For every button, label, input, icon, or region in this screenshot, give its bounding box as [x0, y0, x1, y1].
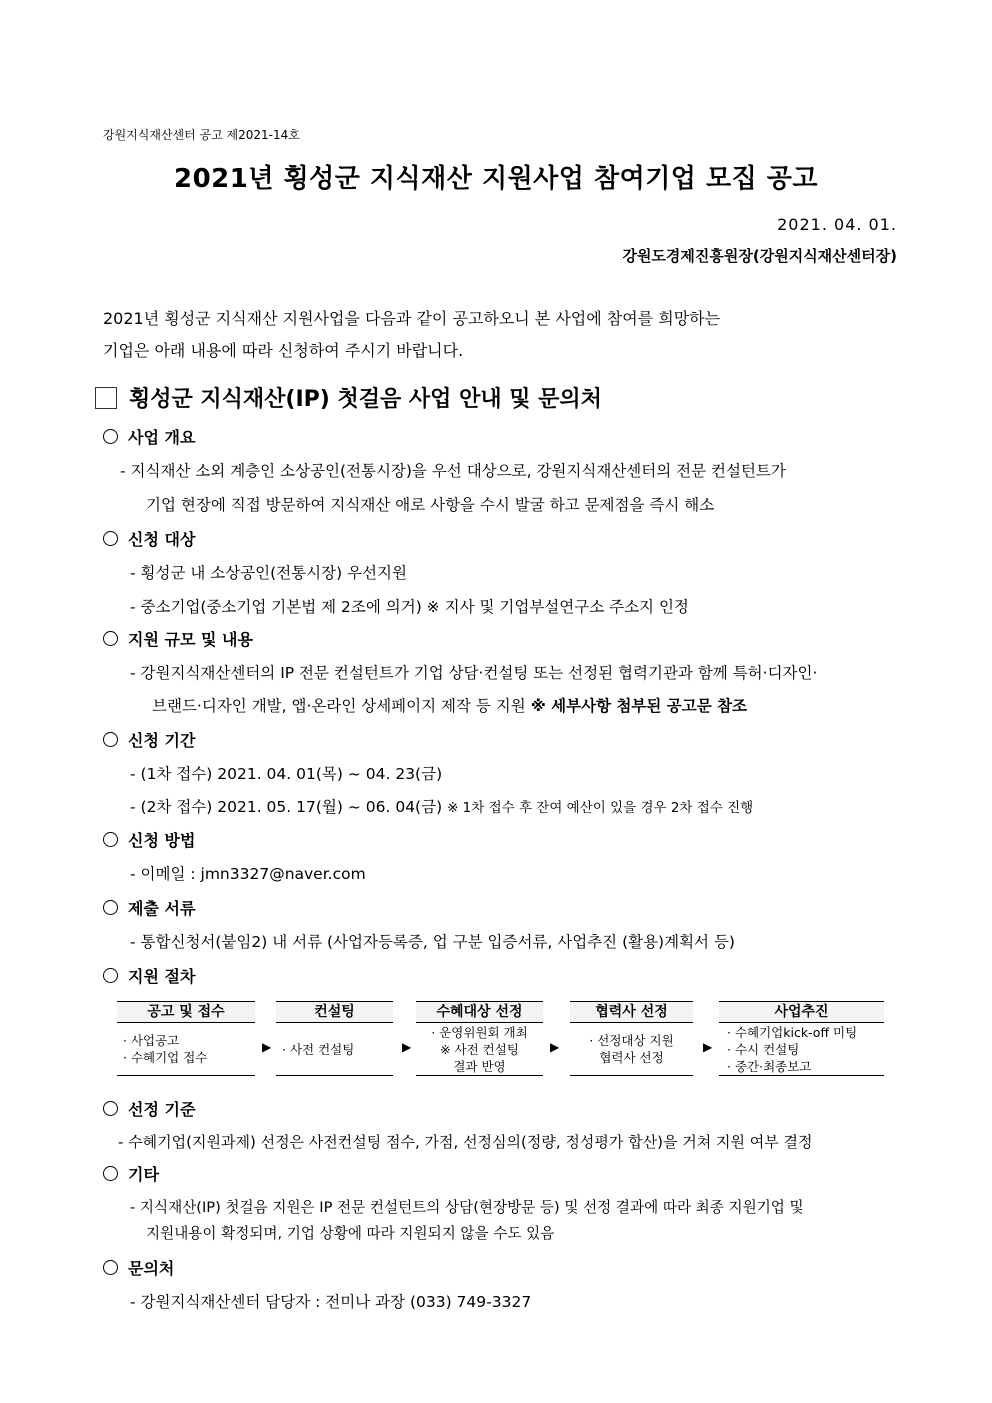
checkbox-icon	[95, 387, 117, 409]
step-item: · 수혜기업 접수	[123, 1050, 208, 1065]
overview-line: 기업 현장에 직접 방문하여 지식재산 애로 사항을 수시 발굴 하고 문제점을 즉시 해소	[146, 496, 715, 514]
section-title: 횡성군 지식재산(IP) 첫걸음 사업 안내 및 문의처	[129, 387, 602, 412]
period-line: - (1차 접수) 2021. 04. 01(목) ~ 04. 23(금)	[130, 765, 443, 783]
step-title: 협력사 선정	[570, 1001, 693, 1023]
step-item: · 수혜기업kick-off 미팅	[727, 1024, 858, 1040]
intro-line: 기업은 아래 내용에 따라 신청하여 주시기 바랍니다.	[103, 341, 464, 360]
step-item: · 선정대상 지원	[589, 1033, 674, 1048]
target-line: - 횡성군 내 소상공인(전통시장) 우선지원	[130, 564, 407, 582]
email-line: - 이메일 : jmn3327@naver.com	[130, 865, 366, 883]
step-item: · 수시 컨설팅	[727, 1041, 800, 1057]
step-title: 수혜대상 선정	[416, 1001, 543, 1023]
arrow-right-icon: ▶	[402, 1040, 412, 1054]
subheading-contact: 문의처	[103, 1256, 174, 1279]
circle-bullet-icon	[103, 1101, 118, 1116]
contact-line: - 강원지식재산센터 담당자 : 전미나 과장 (033) 749-3327	[130, 1293, 532, 1311]
circle-bullet-icon	[103, 429, 118, 444]
step-item: 협력사 선정	[599, 1050, 664, 1065]
circle-bullet-icon	[103, 631, 118, 646]
arrow-right-icon: ▶	[262, 1040, 272, 1054]
etc-line: 지원내용이 확정되며, 기업 상황에 따라 지원되지 않을 수도 있음	[146, 1225, 555, 1242]
intro-line: 2021년 횡성군 지식재산 지원사업을 다음과 같이 공고하오니 본 사업에 참여를 희망하는	[103, 309, 721, 328]
section-heading	[95, 382, 602, 413]
circle-bullet-icon	[103, 1166, 118, 1181]
step-item: · 사전 컨설팅	[282, 1041, 355, 1057]
criteria-line: - 수혜기업(지원과제) 선정은 사전컨설팅 점수, 가점, 선정심의(정량, 정성평가 합산)을 거쳐 지원 여부 결정	[118, 1133, 813, 1151]
subheading-criteria: 선정 기준	[103, 1097, 195, 1120]
subheading-etc: 기타	[103, 1162, 159, 1185]
subheading-overview: 사업 개요	[103, 425, 195, 448]
step-item: 결과 반영	[453, 1058, 506, 1074]
circle-bullet-icon	[103, 732, 118, 747]
procedure-step	[416, 1001, 543, 1077]
step-title: 컨설팅	[276, 1001, 393, 1023]
procedure-step	[117, 1001, 255, 1077]
step-item: · 중간·최종보고	[727, 1058, 812, 1074]
circle-bullet-icon	[103, 531, 118, 546]
procedure-step	[276, 1001, 393, 1077]
arrow-right-icon: ▶	[703, 1040, 713, 1054]
step-title: 사업추진	[719, 1001, 884, 1023]
procedure-step	[719, 1001, 884, 1077]
page-title: 2021년 횡성군 지식재산 지원사업 참여기업 모집 공고	[174, 164, 818, 194]
step-title: 공고 및 접수	[117, 1001, 255, 1023]
circle-bullet-icon	[103, 1260, 118, 1275]
circle-bullet-icon	[103, 900, 118, 915]
circle-bullet-icon	[103, 968, 118, 983]
target-line: - 중소기업(중소기업 기본법 제 2조에 의거) ※ 지사 및 기업부설연구소 주소지 인정	[130, 598, 689, 616]
subheading-scope: 지원 규모 및 내용	[103, 627, 253, 650]
issuer: 강원도경제진흥원장(강원지식재산센터장)	[622, 247, 897, 265]
subheading-target: 신청 대상	[103, 527, 195, 550]
step-item: · 운영위원회 개최	[431, 1024, 528, 1040]
scope-line: - 강원지식재산센터의 IP 전문 컨설턴트가 기업 상담·컨설팅 또는 선정된 협력기관과 함께 특허·디자인·	[130, 664, 818, 682]
notice-number: 강원지식재산센터 공고 제2021-14호	[103, 128, 300, 142]
etc-line: - 지식재산(IP) 첫걸음 지원은 IP 전문 컨설턴트의 상담(현장방문 등) 및 선정 결과에 따라 최종 지원기업 및	[130, 1199, 804, 1216]
scope-line: 브랜드·디자인 개발, 앱·온라인 상세페이지 제작 등 지원 ※ 세부사항 첨부된 공고문 참조	[152, 697, 748, 715]
intro-paragraph	[103, 303, 823, 367]
step-item: · 사업공고	[123, 1033, 180, 1048]
notice-date: 2021. 04. 01.	[777, 215, 897, 234]
overview-line: - 지식재산 소외 계층인 소상공인(전통시장)을 우선 대상으로, 강원지식재산센터의 전문 컨설턴트가	[120, 462, 786, 480]
docs-line: - 통합신청서(붙임2) 내 서류 (사업자등록증, 업 구분 입증서류, 사업추진 (활용)계획서 등)	[130, 933, 735, 951]
arrow-right-icon: ▶	[550, 1040, 560, 1054]
subheading-method: 신청 방법	[103, 828, 195, 851]
procedure-step	[570, 1001, 693, 1077]
subheading-period: 신청 기간	[103, 728, 195, 751]
subheading-docs: 제출 서류	[103, 896, 195, 919]
period-line: - (2차 접수) 2021. 05. 17(월) ~ 06. 04(금) ※ 1차 접수 후 잔여 예산이 있을 경우 2차 접수 진행	[130, 798, 754, 816]
circle-bullet-icon	[103, 832, 118, 847]
step-item: ※ 사전 컨설팅	[440, 1041, 519, 1057]
subheading-procedure: 지원 절차	[103, 964, 195, 987]
